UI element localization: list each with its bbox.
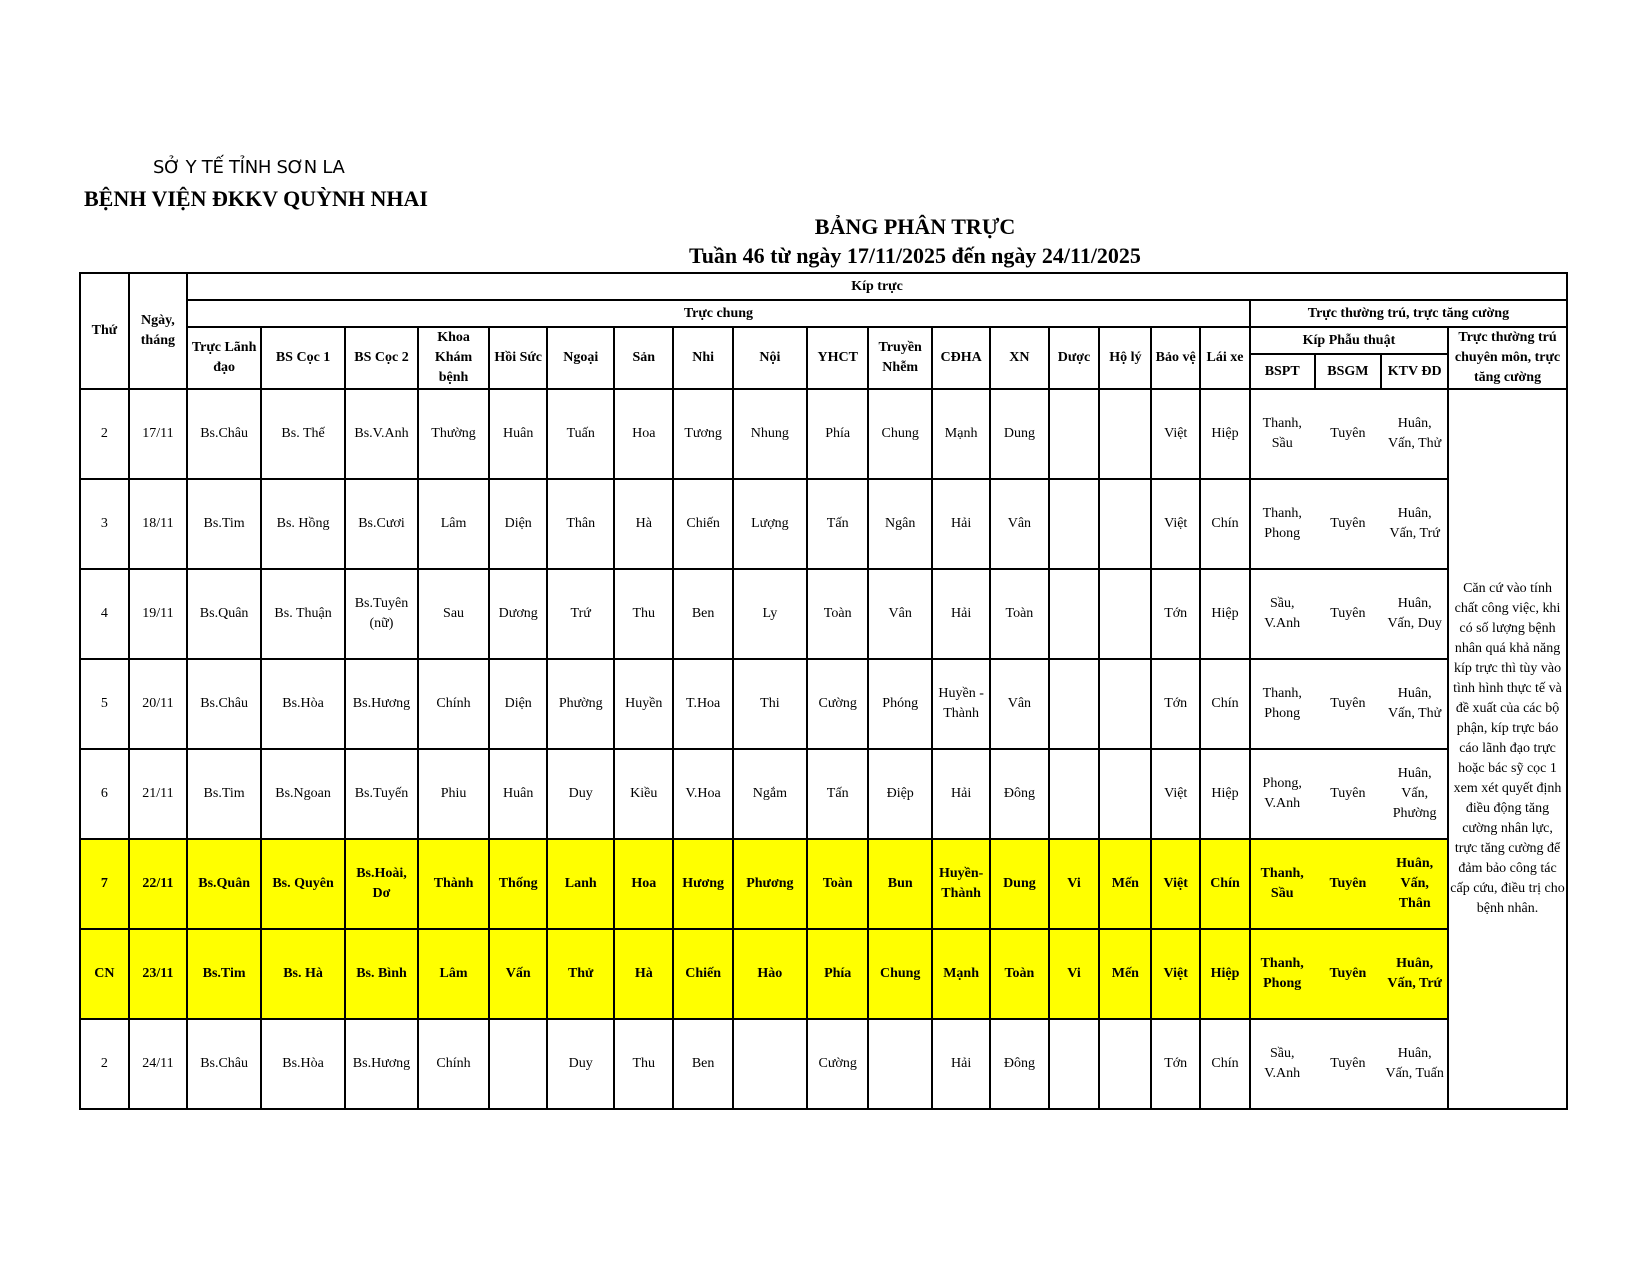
cell-ho-ly [1099,389,1151,479]
document-title: BẢNG PHÂN TRỰC [814,214,1016,239]
cell-thu: 6 [80,749,129,839]
col-xn: XN [990,327,1048,389]
cell-bspt: Sầu, V.Anh [1250,569,1315,659]
cell-khoa-kham-benh: Phiu [418,749,489,839]
cell-ngay: 21/11 [129,749,187,839]
cell-bspt: Thanh, Sầu [1250,839,1315,929]
cell-thu: 5 [80,659,129,749]
cell-bs-coc-2: Bs.Hương [345,659,418,749]
table-row [80,839,1567,929]
cell-noi: Ly [733,569,807,659]
cell-thu: 3 [80,479,129,569]
cell-bsgm: Tuyên [1315,659,1382,749]
cell-ngay: 22/11 [129,839,187,929]
col-nhi: Nhi [673,327,732,389]
col-ktv-dd: KTV ĐD [1381,354,1448,389]
cell-cdha: Huyền - Thành [932,659,990,749]
table-row [80,749,1567,839]
cell-san: Thu [614,1019,673,1109]
cell-ngoai: Thử [547,929,614,1019]
cell-nhi: V.Hoa [673,749,732,839]
cell-bsgm: Tuyên [1315,1019,1382,1109]
cell-truyen-nhiem: Chung [868,389,932,479]
cell-truc-lanh-dao: Bs.Tim [187,749,261,839]
col-lai-xe: Lái xe [1200,327,1250,389]
header-truc-thuong-tru: Trực thường trú, trực tăng cường [1250,300,1567,327]
cell-bs-coc-1: Bs.Hòa [261,1019,345,1109]
col-bao-ve: Bảo vệ [1151,327,1200,389]
cell-cdha: Hải [932,479,990,569]
cell-yhct: Tấn [807,749,868,839]
cell-ho-ly [1099,749,1151,839]
col-bsgm: BSGM [1315,354,1382,389]
cell-bao-ve: Tớn [1151,569,1200,659]
cell-ngoai: Duy [547,749,614,839]
col-bs-coc-1: BS Cọc 1 [261,327,345,389]
roster-body [80,389,1567,1109]
cell-ktv-dd: Huân, Vấn, Thử [1381,389,1448,479]
cell-lai-xe: Chín [1200,479,1250,569]
cell-yhct: Phía [807,929,868,1019]
cell-thu: 4 [80,569,129,659]
cell-noi: Lượng [733,479,807,569]
cell-bs-coc-2: Bs.Cươi [345,479,418,569]
cell-cdha: Mạnh [932,389,990,479]
cell-khoa-kham-benh: Sau [418,569,489,659]
cell-ngoai: Duy [547,1019,614,1109]
cell-xn: Toàn [990,569,1048,659]
cell-ho-ly [1099,479,1151,569]
cell-san: Thu [614,569,673,659]
cell-san: Kiều [614,749,673,839]
cell-truyen-nhiem: Chung [868,929,932,1019]
cell-noi [733,1019,807,1109]
department-name: SỞ Y TẾ TỈNH SƠN LA [153,157,345,178]
col-hoi-suc: Hồi Sức [489,327,547,389]
cell-bspt: Thanh, Sầu [1250,389,1315,479]
cell-ngoai: Tuấn [547,389,614,479]
cell-yhct: Cường [807,1019,868,1109]
cell-bspt: Thanh, Phong [1250,929,1315,1019]
cell-xn: Dung [990,839,1048,929]
cell-bsgm: Tuyên [1315,929,1382,1019]
cell-bspt: Sầu, V.Anh [1250,1019,1315,1109]
cell-truc-lanh-dao: Bs.Quân [187,839,261,929]
col-yhct: YHCT [807,327,868,389]
cell-duoc: Vi [1049,929,1100,1019]
col-khoa-kham-benh: Khoa Khám bệnh [418,327,489,389]
cell-bsgm: Tuyên [1315,749,1382,839]
cell-bsgm: Tuyên [1315,569,1382,659]
table-row [80,479,1567,569]
cell-ngay: 23/11 [129,929,187,1019]
cell-truyen-nhiem: Phóng [868,659,932,749]
cell-khoa-kham-benh: Lâm [418,479,489,569]
cell-xn: Toàn [990,929,1048,1019]
cell-cdha: Hải [932,1019,990,1109]
cell-yhct: Toàn [807,569,868,659]
header-kip-phau-thuat: Kíp Phẫu thuật [1250,327,1448,354]
document-subtitle: Tuần 46 từ ngày 17/11/2025 đến ngày 24/11/2025 [689,243,1141,268]
cell-bs-coc-1: Bs. Hồng [261,479,345,569]
cell-ktv-dd: Huân, Vấn, Trứ [1381,479,1448,569]
cell-ktv-dd: Huân, Vấn, Tuấn [1381,1019,1448,1109]
cell-yhct: Toàn [807,839,868,929]
cell-san: Hà [614,479,673,569]
cell-cdha: Mạnh [932,929,990,1019]
cell-bs-coc-2: Bs.Hương [345,1019,418,1109]
cell-noi: Ngắm [733,749,807,839]
col-bspt: BSPT [1250,354,1315,389]
table-row [80,569,1567,659]
header-truc-chung: Trực chung [187,300,1250,327]
cell-bao-ve: Tớn [1151,1019,1200,1109]
cell-bao-ve: Việt [1151,929,1200,1019]
col-truyen-nhiem: Truyền Nhễm [868,327,932,389]
cell-thu: CN [80,929,129,1019]
cell-bspt: Phong, V.Anh [1250,749,1315,839]
cell-bsgm: Tuyên [1315,839,1382,929]
cell-xn: Dung [990,389,1048,479]
cell-truc-lanh-dao: Bs.Tim [187,929,261,1019]
cell-duoc [1049,479,1100,569]
cell-bao-ve: Việt [1151,749,1200,839]
cell-noi: Phương [733,839,807,929]
cell-hoi-suc: Huân [489,389,547,479]
cell-bs-coc-1: Bs. Hà [261,929,345,1019]
cell-bs-coc-1: Bs. Thuận [261,569,345,659]
cell-lai-xe: Chín [1200,659,1250,749]
cell-nhi: Chiến [673,479,732,569]
cell-duoc: Vi [1049,839,1100,929]
cell-ktv-dd: Huân, Vấn, Thân [1381,839,1448,929]
cell-truyen-nhiem [868,1019,932,1109]
cell-ngay: 19/11 [129,569,187,659]
cell-ngay: 20/11 [129,659,187,749]
header-truc-chuyen-mon: Trực thường trú chuyên môn, trực tăng cường [1448,327,1567,389]
col-san: Sản [614,327,673,389]
cell-nhi: Hương [673,839,732,929]
cell-ngay: 24/11 [129,1019,187,1109]
cell-ngay: 17/11 [129,389,187,479]
cell-nhi: T.Hoa [673,659,732,749]
col-ngoai: Ngoại [547,327,614,389]
cell-nhi: Ben [673,1019,732,1109]
cell-bs-coc-2: Bs. Bình [345,929,418,1019]
cell-xn: Đông [990,1019,1048,1109]
cell-xn: Vân [990,659,1048,749]
cell-duoc [1049,389,1100,479]
cell-nhi: Chiến [673,929,732,1019]
cell-truc-lanh-dao: Bs.Châu [187,389,261,479]
cell-duoc [1049,749,1100,839]
cell-noi: Hào [733,929,807,1019]
cell-ktv-dd: Huân, Vấn, Trứ [1381,929,1448,1019]
cell-bspt: Thanh, Phong [1250,659,1315,749]
cell-bspt: Thanh, Phong [1250,479,1315,569]
cell-bs-coc-2: Bs.Hoài, Dơ [345,839,418,929]
cell-noi: Thi [733,659,807,749]
header-kip-truc: Kíp trực [187,273,1567,300]
cell-hoi-suc: Diện [489,659,547,749]
cell-hoi-suc: Vấn [489,929,547,1019]
cell-nhi: Tương [673,389,732,479]
cell-truc-lanh-dao: Bs.Châu [187,659,261,749]
cell-truyen-nhiem: Vân [868,569,932,659]
cell-thu: 2 [80,389,129,479]
cell-thu: 2 [80,1019,129,1109]
cell-duoc [1049,659,1100,749]
cell-san: Hoa [614,389,673,479]
cell-bs-coc-2: Bs.Tuyến [345,749,418,839]
col-cdha: CĐHA [932,327,990,389]
cell-hoi-suc: Huân [489,749,547,839]
cell-khoa-kham-benh: Thành [418,839,489,929]
cell-xn: Đông [990,749,1048,839]
col-noi: Nội [733,327,807,389]
cell-san: Hà [614,929,673,1019]
table-row [80,1019,1567,1109]
note-tang-cuong: Căn cứ vào tính chất công việc, khi có số lượng bệnh nhân quá khả năng kíp trực thì tùy vào tình hình thực tế và đề xuất của các bộ phận, kíp trực báo cáo lãnh đạo trực hoặc bác sỹ cọc 1 xem xét quyết định điều động tăng cường nhân lực, trực tăng cường để đảm bảo công tác cấp cứu, điều trị cho bệnh nhân. [1448,389,1567,1109]
cell-cdha: Hải [932,569,990,659]
cell-truyen-nhiem: Điệp [868,749,932,839]
cell-san: Huyền [614,659,673,749]
col-bs-coc-2: BS Cọc 2 [345,327,418,389]
table-row [80,929,1567,1019]
cell-duoc [1049,569,1100,659]
cell-ngay: 18/11 [129,479,187,569]
cell-ngoai: Lanh [547,839,614,929]
cell-nhi: Ben [673,569,732,659]
cell-lai-xe: Hiệp [1200,929,1250,1019]
cell-ktv-dd: Huân, Vấn, Thử [1381,659,1448,749]
cell-ktv-dd: Huân, Vấn, Phường [1381,749,1448,839]
cell-truc-lanh-dao: Bs.Quân [187,569,261,659]
header-thu: Thứ [80,273,129,389]
cell-lai-xe: Hiệp [1200,569,1250,659]
cell-san: Hoa [614,839,673,929]
cell-ngoai: Trứ [547,569,614,659]
cell-truc-lanh-dao: Bs.Châu [187,1019,261,1109]
table-row [80,389,1567,479]
cell-khoa-kham-benh: Lâm [418,929,489,1019]
duty-roster-table [79,272,1568,1110]
cell-ho-ly: Mến [1099,839,1151,929]
cell-ngoai: Thân [547,479,614,569]
cell-hoi-suc: Dương [489,569,547,659]
cell-truyen-nhiem: Ngân [868,479,932,569]
col-truc-lanh-dao: Trực Lãnh đạo [187,327,261,389]
cell-cdha: Huyền- Thành [932,839,990,929]
table-row [80,659,1567,749]
cell-bao-ve: Việt [1151,389,1200,479]
cell-ho-ly [1099,659,1151,749]
cell-yhct: Tấn [807,479,868,569]
cell-bs-coc-1: Bs.Ngoan [261,749,345,839]
cell-bs-coc-2: Bs.Tuyên (nữ) [345,569,418,659]
cell-truc-lanh-dao: Bs.Tim [187,479,261,569]
cell-bs-coc-1: Bs. Thế [261,389,345,479]
cell-yhct: Phía [807,389,868,479]
cell-khoa-kham-benh: Thường [418,389,489,479]
cell-bao-ve: Việt [1151,479,1200,569]
cell-truyen-nhiem: Bun [868,839,932,929]
cell-bsgm: Tuyên [1315,389,1382,479]
cell-yhct: Cường [807,659,868,749]
cell-lai-xe: Hiệp [1200,389,1250,479]
cell-lai-xe: Chín [1200,1019,1250,1109]
cell-ktv-dd: Huân, Vấn, Duy [1381,569,1448,659]
cell-bsgm: Tuyên [1315,479,1382,569]
cell-ho-ly [1099,569,1151,659]
cell-ho-ly: Mến [1099,929,1151,1019]
cell-bao-ve: Việt [1151,839,1200,929]
hospital-name: BỆNH VIỆN ĐKKV QUỲNH NHAI [84,186,428,211]
cell-ho-ly [1099,1019,1151,1109]
cell-bs-coc-1: Bs.Hòa [261,659,345,749]
cell-bs-coc-2: Bs.V.Anh [345,389,418,479]
cell-hoi-suc: Thống [489,839,547,929]
cell-thu: 7 [80,839,129,929]
cell-bs-coc-1: Bs. Quyên [261,839,345,929]
header-ngay-thang: Ngày, tháng [129,273,187,389]
cell-ngoai: Phường [547,659,614,749]
cell-hoi-suc [489,1019,547,1109]
col-duoc: Dược [1049,327,1100,389]
cell-lai-xe: Hiệp [1200,749,1250,839]
cell-hoi-suc: Diện [489,479,547,569]
cell-khoa-kham-benh: Chính [418,659,489,749]
cell-duoc [1049,1019,1100,1109]
cell-xn: Vân [990,479,1048,569]
cell-khoa-kham-benh: Chính [418,1019,489,1109]
cell-noi: Nhung [733,389,807,479]
cell-bao-ve: Tớn [1151,659,1200,749]
col-ho-ly: Hộ lý [1099,327,1151,389]
cell-cdha: Hải [932,749,990,839]
cell-lai-xe: Chín [1200,839,1250,929]
